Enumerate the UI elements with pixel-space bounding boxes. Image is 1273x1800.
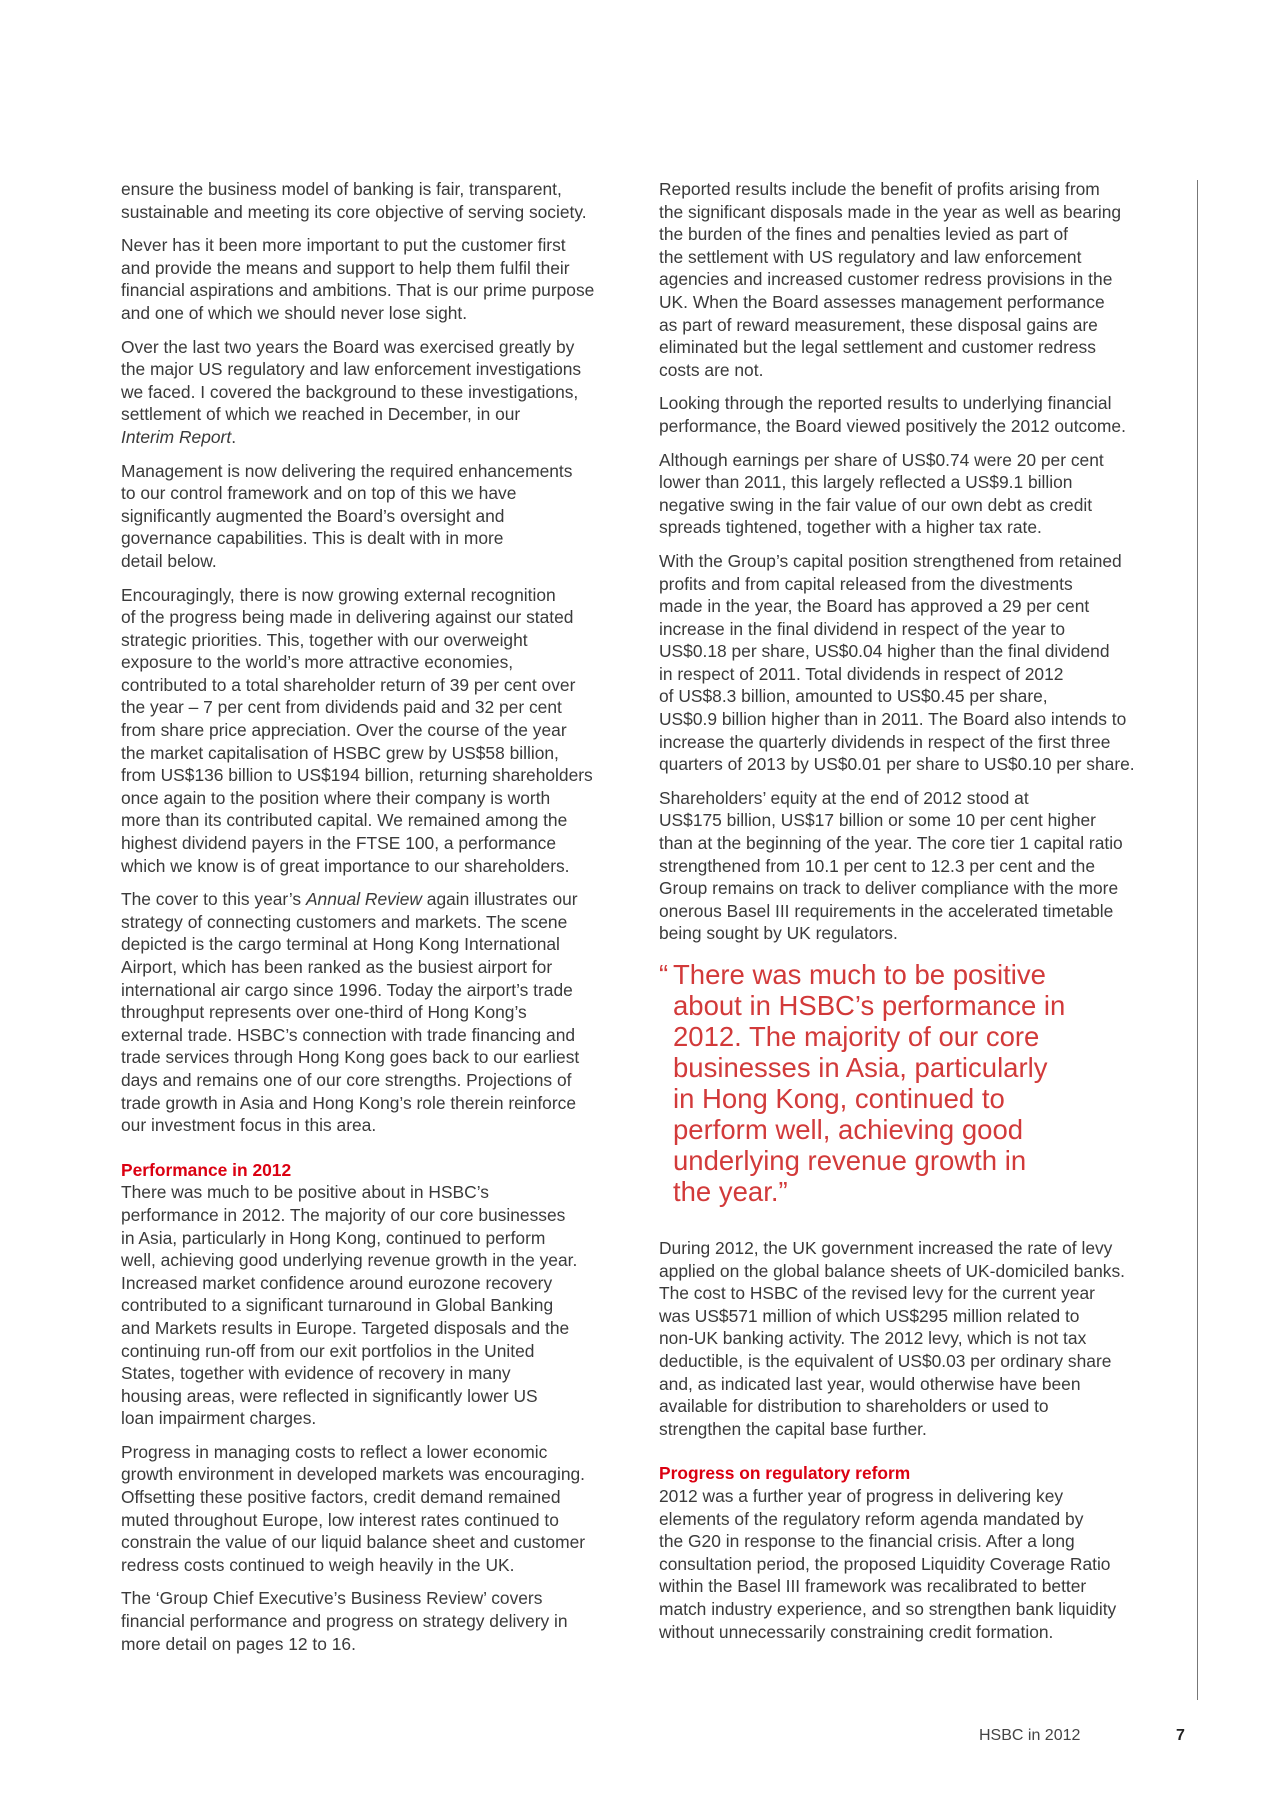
text-line: loan impairment charges. (121, 1408, 317, 1429)
text-line: which we know is of great importance to our shareholders. (121, 855, 570, 876)
text-line: the year.” (673, 1176, 788, 1207)
text-line: detail below. (121, 550, 217, 571)
text-segment: . (231, 426, 237, 447)
text-line: US$175 billion, US$17 billion or some 10 per cent higher (659, 810, 1096, 831)
text-line: The cost to HSBC of the revised levy for the current year (659, 1283, 1095, 1304)
text-line: There was much to be positive (673, 959, 1046, 990)
text-line: without unnecessarily constraining credit formation. (659, 1621, 1054, 1642)
text-line: the settlement with US regulatory and law enforcement (659, 246, 1082, 267)
text-line: once again to the position where their company is worth (121, 787, 551, 808)
text-line: of the progress being made in delivering against our stated (121, 607, 574, 628)
text-line: spreads tightened, together with a higher tax rate. (659, 517, 1042, 538)
text-line: within the Basel III framework was recalibrated to better (659, 1576, 1087, 1597)
text-line: performance, the Board viewed positively the 2012 outcome. (659, 415, 1126, 436)
paragraph (121, 584, 651, 878)
text-line: our investment focus in this area. (121, 1115, 377, 1136)
text-line: the G20 in response to the financial crisis. After a long (659, 1531, 1075, 1552)
text-line: and Markets results in Europe. Targeted disposals and the (121, 1317, 570, 1338)
text-line: the market capitalisation of HSBC grew by US$58 billion, (121, 742, 559, 763)
text-line: we faced. I covered the background to these investigations, (121, 381, 579, 402)
text-line: Never has it been more important to put the customer first (121, 235, 566, 256)
text-line: Group remains on track to deliver compliance with the more (659, 878, 1119, 899)
text-segment: The cover to this year’s (121, 889, 306, 910)
text-line: consultation period, the proposed Liquidity Coverage Ratio (659, 1553, 1111, 1574)
text-line: days and remains one of our core strengths. Projections of (121, 1069, 572, 1090)
text-line: costs are not. (659, 359, 764, 380)
text-line: There was much to be positive about in HSBC’s (121, 1182, 489, 1203)
text-line: Increased market confidence around eurozone recovery (121, 1272, 553, 1293)
text-line: in Hong Kong, continued to (673, 1083, 1005, 1114)
text-line: financial aspirations and ambitions. That is our prime purpose (121, 280, 595, 301)
text-line: strategy of connecting customers and markets. The scene (121, 911, 568, 932)
text-line: trade services through Hong Kong goes back to our earliest (121, 1047, 580, 1068)
text-line: in respect of 2011. Total dividends in respect of 2012 (659, 663, 1064, 684)
text-line: US$0.9 billion higher than in 2011. The Board also intends to (659, 709, 1127, 730)
text-line: the significant disposals made in the year as well as bearing (659, 201, 1122, 222)
text-line: made in the year, the Board has approved a 29 per cent (659, 596, 1090, 617)
text-segment: again illustrates our (421, 889, 578, 910)
text-line: governance capabilities. This is dealt with in more (121, 528, 504, 549)
paragraph (659, 392, 1189, 437)
paragraph (121, 460, 651, 573)
text-line: elements of the regulatory reform agenda mandated by (659, 1508, 1084, 1529)
text-line: underlying revenue growth in (673, 1145, 1027, 1176)
text-line: businesses in Asia, particularly (673, 1052, 1048, 1083)
paragraph (121, 234, 651, 324)
text-line: from US$136 billion to US$194 billion, returning shareholders (121, 765, 593, 786)
text-line: significantly augmented the Board’s oversight and (121, 505, 505, 526)
quote-mark: “ (659, 959, 669, 990)
text-line: onerous Basel III requirements in the accelerated timetable (659, 900, 1114, 921)
paragraph (659, 1237, 1189, 1440)
text-line (121, 888, 651, 911)
pull-quote (659, 959, 1189, 1207)
paragraph (121, 1587, 651, 1655)
paragraph (121, 336, 651, 449)
text-line: non-UK banking activity. The 2012 levy, which is not tax (659, 1328, 1087, 1349)
text-line: strengthen the capital base further. (659, 1418, 927, 1439)
text-line: trade growth in Asia and Hong Kong’s role therein reinforce (121, 1092, 577, 1113)
text-line: 2012 was a further year of progress in delivering key (659, 1485, 1064, 1506)
text-line: about in HSBC’s performance in (673, 990, 1066, 1021)
footer-title: HSBC in 2012 (979, 1727, 1081, 1744)
text-line: Offsetting these positive factors, credit demand remained (121, 1487, 561, 1508)
text-line: depicted is the cargo terminal at Hong Kong International (121, 934, 560, 955)
text-line: Progress in managing costs to reflect a lower economic (121, 1441, 548, 1462)
text-line: strengthened from 10.1 per cent to 12.3 per cent and the (659, 855, 1096, 876)
text-line: ensure the business model of banking is fair, transparent, (121, 179, 562, 199)
text-line: of US$8.3 billion, amounted to US$0.45 per share, (659, 686, 1048, 707)
text-line: than at the beginning of the year. The core tier 1 capital ratio (659, 833, 1123, 854)
text-line: deductible, is the equivalent of US$0.03 per ordinary share (659, 1350, 1112, 1371)
text-line: redress costs continued to weigh heavily in the UK. (121, 1554, 515, 1575)
text-line: Management is now delivering the required enhancements (121, 460, 573, 481)
text-line: the major US regulatory and law enforcement investigations (121, 359, 582, 380)
text-line: strategic priorities. This, together with our overweight (121, 629, 528, 650)
italic-title: Annual Review (305, 889, 422, 910)
text-line: eliminated but the legal settlement and customer redress (659, 337, 1096, 358)
text-line: throughput represents over one-third of Hong Kong’s (121, 1002, 527, 1023)
text-line: the year – 7 per cent from dividends paid and 32 per cent (121, 697, 562, 718)
text-line: States, together with evidence of recovery in many (121, 1363, 511, 1384)
text-line: applied on the global balance sheets of UK-domiciled banks. (659, 1260, 1125, 1281)
text-line: exposure to the world’s more attractive economies, (121, 652, 514, 673)
text-line: Shareholders’ equity at the end of 2012 stood at (659, 787, 1029, 808)
section-heading: Performance in 2012 (121, 1159, 292, 1180)
text-line: well, achieving good underlying revenue growth in the year. (121, 1250, 578, 1271)
text-line: lower than 2011, this largely reflected a US$9.1 billion (659, 472, 1073, 493)
text-line: contributed to a significant turnaround in Global Banking (121, 1295, 554, 1316)
text-line: Although earnings per share of US$0.74 were 20 per cent (659, 449, 1104, 470)
text-line: more detail on pages 12 to 16. (121, 1633, 356, 1654)
text-line: and one of which we should never lose sight. (121, 302, 468, 323)
text-line: settlement of which we reached in December, in our (121, 404, 521, 425)
text-line: Airport, which has been ranked as the busiest airport for (121, 957, 553, 977)
text-line: With the Group’s capital position strengthened from retained (659, 550, 1122, 571)
right-column (659, 178, 1189, 1654)
text-line: the burden of the fines and penalties levied as part of (659, 224, 1068, 245)
italic-title: Interim Report (121, 426, 232, 447)
text-line: UK. When the Board assesses management performance (659, 291, 1105, 312)
text-line: was US$571 million of which US$295 million related to (659, 1305, 1080, 1326)
text-line: Reported results include the benefit of profits arising from (659, 179, 1100, 199)
text-line: international air cargo since 1996. Today the airport’s trade (121, 979, 573, 1000)
text-line: performance in 2012. The majority of our core businesses (121, 1204, 566, 1225)
paragraph (121, 888, 651, 1137)
text-line: quarters of 2013 by US$0.01 per share to US$0.10 per share. (659, 754, 1135, 775)
text-line: external trade. HSBC’s connection with trade financing and (121, 1024, 576, 1045)
text-line: contributed to a total shareholder return of 39 per cent over (121, 674, 576, 695)
paragraph (659, 1485, 1189, 1643)
text-line: The ‘Group Chief Executive’s Business Review’ covers (121, 1588, 543, 1609)
text-line: Encouragingly, there is now growing external recognition (121, 584, 556, 605)
text-line: available for distribution to shareholders or used to (659, 1396, 1049, 1417)
text-line: increase in the final dividend in respect of the year to (659, 618, 1066, 639)
text-line: and, as indicated last year, would otherwise have been (659, 1373, 1081, 1394)
text-line: match industry experience, and so strengthen bank liquidity (659, 1598, 1117, 1619)
text-line: housing areas, were reflected in significantly lower US (121, 1385, 538, 1406)
text-line: constrain the value of our liquid balance sheet and customer (121, 1532, 586, 1553)
text-line: in Asia, particularly in Hong Kong, continued to perform (121, 1227, 546, 1248)
text-line (121, 426, 651, 449)
paragraph (121, 178, 651, 223)
text-line: more than its contributed capital. We remained among the (121, 810, 568, 831)
text-line: financial performance and progress on strategy delivery in (121, 1611, 568, 1632)
text-line: sustainable and meeting its core objective of serving society. (121, 201, 587, 222)
section-heading: Progress on regulatory reform (659, 1463, 911, 1484)
text-line: 2012. The majority of our core (673, 1021, 1040, 1052)
left-column (121, 178, 651, 1666)
text-line: increase the quarterly dividends in respect of the first three (659, 731, 1111, 752)
paragraph (121, 1441, 651, 1577)
text-line: During 2012, the UK government increased the rate of levy (659, 1238, 1113, 1258)
text-line: highest dividend payers in the FTSE 100, a performance (121, 833, 557, 854)
text-line: US$0.18 per share, US$0.04 higher than the final dividend (659, 641, 1110, 662)
text-line: negative swing in the fair value of our own debt as credit (659, 494, 1093, 515)
text-line: being sought by UK regulators. (659, 923, 898, 944)
column-divider (1197, 180, 1198, 1700)
text-line: from share price appreciation. Over the course of the year (121, 720, 567, 741)
text-line: Over the last two years the Board was exercised greatly by (121, 336, 575, 357)
text-line: muted throughout Europe, low interest rates continued to (121, 1509, 559, 1530)
text-line: Looking through the reported results to underlying financial (659, 393, 1112, 414)
paragraph (121, 1181, 651, 1430)
text-line: to our control framework and on top of this we have (121, 483, 517, 504)
text-line: perform well, achieving good (673, 1114, 1024, 1145)
text-line: continuing run-off from our exit portfolios in the United (121, 1340, 535, 1361)
text-line: agencies and increased customer redress provisions in the (659, 269, 1113, 290)
text-line: as part of reward measurement, these disposal gains are (659, 314, 1098, 335)
paragraph (659, 449, 1189, 539)
paragraph (659, 550, 1189, 776)
paragraph (659, 787, 1189, 945)
text-line: growth environment in developed markets was encouraging. (121, 1464, 586, 1485)
text-line: and provide the means and support to help them fulfil their (121, 257, 570, 278)
text-line: profits and from capital released from the divestments (659, 573, 1073, 594)
paragraph (659, 178, 1189, 381)
page-number: 7 (1176, 1727, 1185, 1744)
